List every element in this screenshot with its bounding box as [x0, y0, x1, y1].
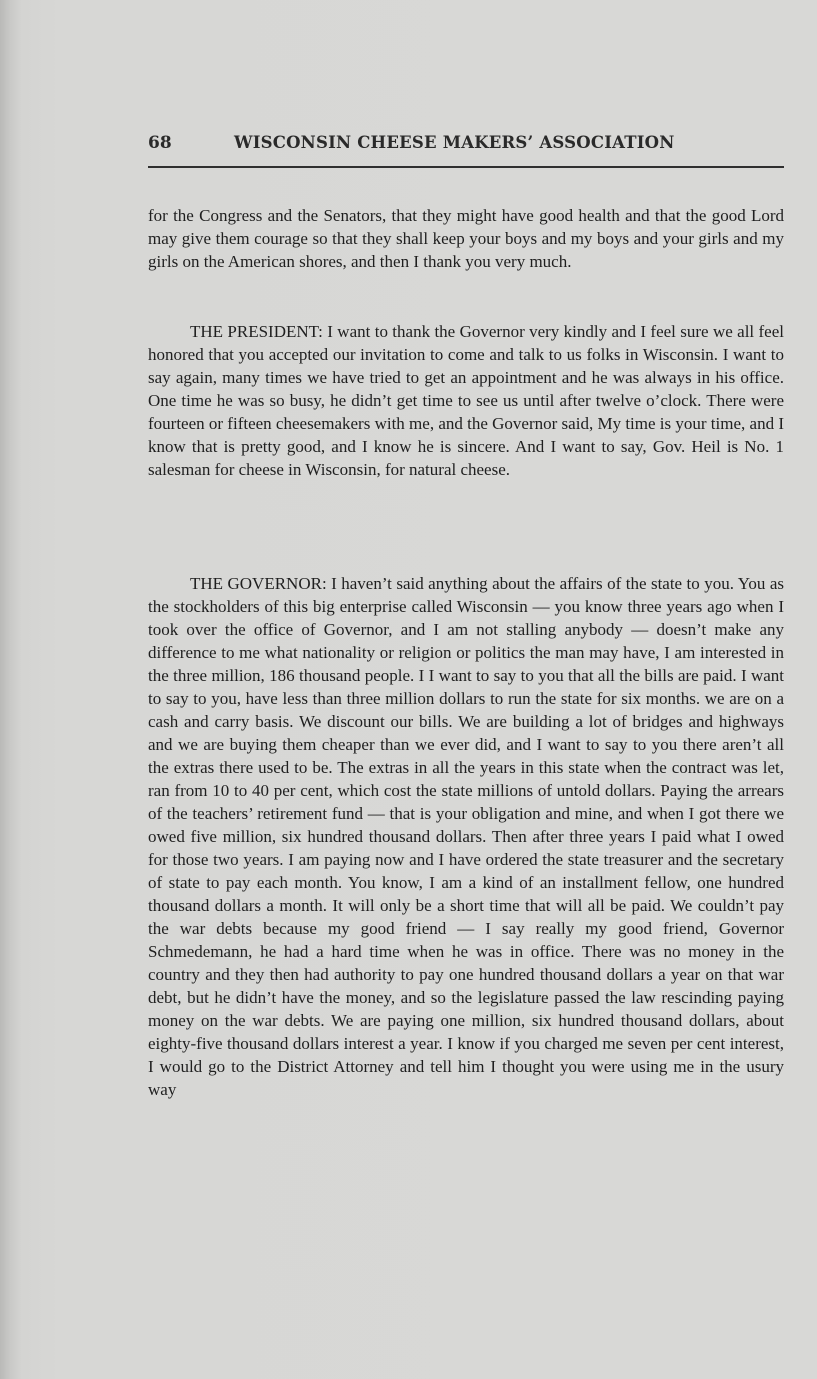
page-number: 68	[148, 133, 172, 153]
paragraph-governor: THE GOVERNOR: I haven’t said anything about the affairs of the state to you. You as the stockholders of this big enterprise called Wisconsin — you know three years ago when I took over the office of Governor, and I am not stalling anybody — doesn’t make any difference to me what nationality or religion or politics the man may have, I am interested in the three million, 186 thousand people. I I want to say to you that all the bills are paid. I want to say to you, have less than three million dollars to run the state for six months. we are on a cash and carry basis. We discount our bills. We are building a lot of bridges and highways and we are buying them cheaper than we ever did, and I want to say to you there aren’t all the extras there used to be. The extras in all the years in this state when the contract was let, ran from 10 to 40 per cent, which cost the state millions of untold dollars. Paying the arrears of the teachers’ retirement fund — that is your obligation and mine, and when I got there we owed five million, six hundred thousand dollars. Then after three years I paid what I owed for those two years. I am paying now and I have ordered the state treasurer and the secretary of state to pay each month. You know, I am a kind of an installment fellow, one hundred thousand dollars a month. It will only be a short time that will all be paid. We couldn’t pay the war debts because my good friend — I say really my good friend, Governor Schmedemann, he had a hard time when he was in office. There was no money in the country and they then had authority to pay one hundred thousand dollars a year on that war debt, but he didn’t have the money, and so the legislature passed the law rescinding paying money on the war debts. We are paying one million, six hundred thousand dollars, about eighty-five thousand dollars interest a year. I know if you charged me seven per cent interest, I would go to the District Attorney and tell him I thought you were using me in the usury way	[148, 574, 784, 1099]
header-rule	[148, 166, 784, 168]
paragraph-president: THE PRESIDENT: I want to thank the Governor very kindly and I feel sure we all feel honored that you accepted our invitation to come and talk to us folks in Wisconsin. I want to say again, many times we have tried to get an appointment and he was always in his office. One time he was so busy, he didn’t get time to see us until after twelve o’clock. There were fourteen or fifteen cheesemakers with me, and the Governor said, My time is your time, and I know that is pretty good, and I know he is sincere. And I want to say, Gov. Heil is No. 1 salesman for cheese in Wisconsin, for natural cheese.	[148, 322, 784, 479]
running-title: WISCONSIN CHEESE MAKERS’ ASSOCIATION	[234, 133, 675, 152]
paragraph-continuation: for the Congress and the Senators, that they might have good health and that the good Lord may give them courage so that they shall keep your boys and my boys and your girls and my girls on the American shores, and then I thank you very much.	[148, 206, 784, 271]
